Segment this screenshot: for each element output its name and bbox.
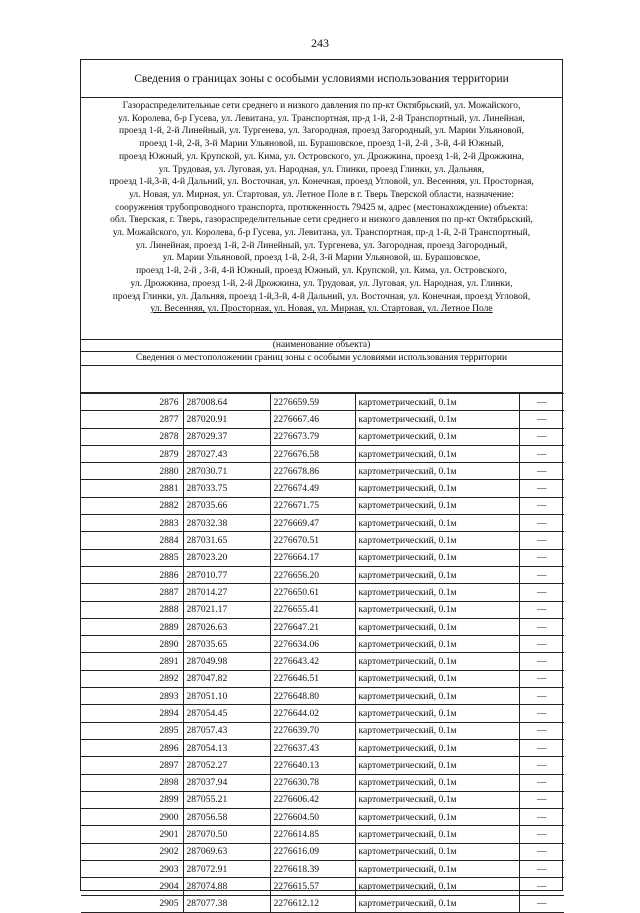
- point-number-cell: 2887: [81, 584, 183, 601]
- table-row: [81, 394, 564, 411]
- y-coordinate-cell: 2276640.13: [270, 757, 355, 774]
- method-cell: картометрический, 0.1м: [355, 480, 519, 497]
- x-coordinate-cell: 287014.27: [183, 584, 270, 601]
- x-coordinate-cell: 287035.65: [183, 636, 270, 653]
- accuracy-dash-cell: —: [519, 618, 564, 635]
- point-number-cell: 2881: [81, 480, 183, 497]
- table-row: [81, 618, 564, 635]
- method-cell: картометрический, 0.1м: [355, 895, 519, 912]
- x-coordinate-cell: 287010.77: [183, 566, 270, 583]
- y-coordinate-cell: 2276650.61: [270, 584, 355, 601]
- x-coordinate-cell: 287026.63: [183, 618, 270, 635]
- table-row: [81, 774, 564, 791]
- description-line: ул. Можайского, ул. Королева, б-р Гусева, ул. Левитана, ул. Транспортная, пр-д 1-й, 2-й Транспортный,: [112, 228, 531, 239]
- accuracy-dash-cell: —: [519, 688, 564, 705]
- y-coordinate-cell: 2276630.78: [270, 774, 355, 791]
- description-line: проезд 1-й,3-й, 4-й Дальний, ул. Восточная, ул. Конечная, проезд Угловой, ул. Весенняя, ул. Просторная,: [109, 177, 534, 188]
- method-cell: картометрический, 0.1м: [355, 653, 519, 670]
- x-coordinate-cell: 287031.65: [183, 532, 270, 549]
- point-number-cell: 2895: [81, 722, 183, 739]
- method-cell: картометрический, 0.1м: [355, 636, 519, 653]
- method-cell: картометрический, 0.1м: [355, 394, 519, 411]
- table-row: [81, 445, 564, 462]
- y-coordinate-cell: 2276615.57: [270, 878, 355, 895]
- point-number-cell: 2896: [81, 739, 183, 756]
- method-cell: картометрический, 0.1м: [355, 601, 519, 618]
- table-row: [81, 757, 564, 774]
- accuracy-dash-cell: —: [519, 566, 564, 583]
- point-number-cell: 2890: [81, 636, 183, 653]
- method-cell: картометрический, 0.1м: [355, 878, 519, 895]
- x-coordinate-cell: 287035.66: [183, 497, 270, 514]
- x-coordinate-cell: 287072.91: [183, 861, 270, 878]
- description-line: проезд 1-й, 2-й Линейный, ул. Тургенева, ул. Загородная, проезд Загородный, ул. Марии Ульяновой,: [118, 126, 525, 137]
- accuracy-dash-cell: —: [519, 549, 564, 566]
- object-description: [81, 98, 562, 340]
- header-spacer-row: [81, 366, 562, 393]
- accuracy-dash-cell: —: [519, 411, 564, 428]
- description-line: проезд Глинки, ул. Дальняя, проезд 1-й,3-й, 4-й Дальний, ул. Восточная, ул. Конечная, проезд Угловой,: [112, 291, 531, 302]
- y-coordinate-cell: 2276673.79: [270, 428, 355, 445]
- x-coordinate-cell: 287074.88: [183, 878, 270, 895]
- point-number-cell: 2891: [81, 653, 183, 670]
- table-row: [81, 861, 564, 878]
- point-number-cell: 2876: [81, 394, 183, 411]
- x-coordinate-cell: 287054.13: [183, 739, 270, 756]
- accuracy-dash-cell: —: [519, 480, 564, 497]
- method-cell: картометрический, 0.1м: [355, 826, 519, 843]
- y-coordinate-cell: 2276634.06: [270, 636, 355, 653]
- y-coordinate-cell: 2276637.43: [270, 739, 355, 756]
- table-row: [81, 411, 564, 428]
- point-number-cell: 2900: [81, 809, 183, 826]
- y-coordinate-cell: 2276606.42: [270, 791, 355, 808]
- method-cell: картометрический, 0.1м: [355, 739, 519, 756]
- x-coordinate-cell: 287037.94: [183, 774, 270, 791]
- point-number-cell: 2885: [81, 549, 183, 566]
- coordinates-table: [81, 393, 564, 913]
- description-line: проезд Южный, ул. Крупской, ул. Кима, ул. Островского, ул. Дрожжина, проезд 1-й, 2-й Дрожжина,: [118, 151, 525, 162]
- y-coordinate-cell: 2276639.70: [270, 722, 355, 739]
- description-line: ул. Дрожжина, проезд 1-й, 2-й Дрожжина, ул. Трудовая, ул. Луговая, ул. Народная, ул. Глинки,: [130, 278, 513, 289]
- x-coordinate-cell: 287032.38: [183, 515, 270, 532]
- point-number-cell: 2902: [81, 843, 183, 860]
- point-number-cell: 2893: [81, 688, 183, 705]
- y-coordinate-cell: 2276674.49: [270, 480, 355, 497]
- accuracy-dash-cell: —: [519, 705, 564, 722]
- point-number-cell: 2877: [81, 411, 183, 428]
- table-row: [81, 566, 564, 583]
- point-number-cell: 2886: [81, 566, 183, 583]
- point-number-cell: 2879: [81, 445, 183, 462]
- point-number-cell: 2899: [81, 791, 183, 808]
- x-coordinate-cell: 287054.45: [183, 705, 270, 722]
- table-row: [81, 480, 564, 497]
- accuracy-dash-cell: —: [519, 463, 564, 480]
- x-coordinate-cell: 287052.27: [183, 757, 270, 774]
- y-coordinate-cell: 2276669.47: [270, 515, 355, 532]
- table-row: [81, 463, 564, 480]
- description-line: ул. Трудовая, ул. Луговая, ул. Народная, ул. Глинки, проезд Глинки, ул. Дальняя,: [158, 164, 485, 175]
- accuracy-dash-cell: —: [519, 739, 564, 756]
- x-coordinate-cell: 287008.64: [183, 394, 270, 411]
- y-coordinate-cell: 2276644.02: [270, 705, 355, 722]
- accuracy-dash-cell: —: [519, 584, 564, 601]
- method-cell: картометрический, 0.1м: [355, 445, 519, 462]
- table-row: [81, 497, 564, 514]
- description-line: ул. Весенняя, ул. Просторная, ул. Новая, ул. Мирная, ул. Стартовая, ул. Летное Поле: [150, 304, 493, 315]
- y-coordinate-cell: 2276614.85: [270, 826, 355, 843]
- method-cell: картометрический, 0.1м: [355, 618, 519, 635]
- description-line: ул. Марии Ульяновой, проезд 1-й, 2-й, 3-й Марии Ульяновой, ш. Бурашовское,: [162, 253, 481, 264]
- table-row: [81, 601, 564, 618]
- table-row: [81, 791, 564, 808]
- x-coordinate-cell: 287021.17: [183, 601, 270, 618]
- table-row: [81, 843, 564, 860]
- table-row: [81, 549, 564, 566]
- point-number-cell: 2883: [81, 515, 183, 532]
- method-cell: картометрический, 0.1м: [355, 861, 519, 878]
- method-cell: картометрический, 0.1м: [355, 843, 519, 860]
- y-coordinate-cell: 2276655.41: [270, 601, 355, 618]
- y-coordinate-cell: 2276670.51: [270, 532, 355, 549]
- accuracy-dash-cell: —: [519, 636, 564, 653]
- x-coordinate-cell: 287056.58: [183, 809, 270, 826]
- method-cell: картометрический, 0.1м: [355, 670, 519, 687]
- accuracy-dash-cell: —: [519, 653, 564, 670]
- table-row: [81, 705, 564, 722]
- y-coordinate-cell: 2276612.12: [270, 895, 355, 912]
- x-coordinate-cell: 287027.43: [183, 445, 270, 462]
- method-cell: картометрический, 0.1м: [355, 532, 519, 549]
- description-line: проезд 1-й, 2-й , 3-й, 4-й Южный, проезд Южный, ул. Крупской, ул. Кима, ул. Островского,: [136, 266, 507, 277]
- y-coordinate-cell: 2276671.75: [270, 497, 355, 514]
- point-number-cell: 2898: [81, 774, 183, 791]
- method-cell: картометрический, 0.1м: [355, 722, 519, 739]
- table-row: [81, 688, 564, 705]
- accuracy-dash-cell: —: [519, 497, 564, 514]
- accuracy-dash-cell: —: [519, 861, 564, 878]
- description-line: ул. Новая, ул. Мирная, ул. Стартовая, ул. Летное Поле в г. Тверь Тверской области, назначение:: [129, 189, 514, 200]
- y-coordinate-cell: 2276646.51: [270, 670, 355, 687]
- table-row: [81, 653, 564, 670]
- accuracy-dash-cell: —: [519, 532, 564, 549]
- accuracy-dash-cell: —: [519, 428, 564, 445]
- x-coordinate-cell: 287033.75: [183, 480, 270, 497]
- point-number-cell: 2892: [81, 670, 183, 687]
- method-cell: картометрический, 0.1м: [355, 774, 519, 791]
- description-line: Газораспределительные сети среднего и низкого давления по пр-кт Октябрьский, ул. Можайского,: [122, 101, 521, 111]
- x-coordinate-cell: 287070.50: [183, 826, 270, 843]
- description-line: проезд 1-й, 2-й, 3-й Марии Ульяновой, ш. Бурашовское, проезд 1-й, 2-й , 3-й, 4-й Южный,: [139, 139, 504, 150]
- description-line: сооружения трубопроводного транспорта, протяженность 79425 м, адрес (местонахождение) объекта:: [115, 202, 528, 213]
- method-cell: картометрический, 0.1м: [355, 584, 519, 601]
- method-cell: картометрический, 0.1м: [355, 549, 519, 566]
- location-header: Сведения о местоположении границ зоны с особыми условиями использования территории: [81, 352, 562, 366]
- method-cell: картометрический, 0.1м: [355, 411, 519, 428]
- table-row: [81, 636, 564, 653]
- point-number-cell: 2889: [81, 618, 183, 635]
- y-coordinate-cell: 2276647.21: [270, 618, 355, 635]
- x-coordinate-cell: 287047.82: [183, 670, 270, 687]
- y-coordinate-cell: 2276664.17: [270, 549, 355, 566]
- table-row: [81, 809, 564, 826]
- method-cell: картометрический, 0.1м: [355, 688, 519, 705]
- y-coordinate-cell: 2276643.42: [270, 653, 355, 670]
- point-number-cell: 2903: [81, 861, 183, 878]
- y-coordinate-cell: 2276604.50: [270, 809, 355, 826]
- method-cell: картометрический, 0.1м: [355, 497, 519, 514]
- description-line: обл. Тверская, г. Тверь, газораспределительные сети среднего и низкого давления по пр-кт Октябрьский,: [110, 215, 533, 226]
- table-row: [81, 584, 564, 601]
- page-number: 243: [311, 36, 329, 50]
- x-coordinate-cell: 287051.10: [183, 688, 270, 705]
- accuracy-dash-cell: —: [519, 722, 564, 739]
- x-coordinate-cell: 287069.63: [183, 843, 270, 860]
- point-number-cell: 2904: [81, 878, 183, 895]
- point-number-cell: 2897: [81, 757, 183, 774]
- x-coordinate-cell: 287077.38: [183, 895, 270, 912]
- accuracy-dash-cell: —: [519, 809, 564, 826]
- accuracy-dash-cell: —: [519, 445, 564, 462]
- table-row: [81, 878, 564, 895]
- object-name-caption: (наименование объекта): [81, 340, 562, 352]
- accuracy-dash-cell: —: [519, 757, 564, 774]
- x-coordinate-cell: 287030.71: [183, 463, 270, 480]
- x-coordinate-cell: 287020.91: [183, 411, 270, 428]
- y-coordinate-cell: 2276676.58: [270, 445, 355, 462]
- x-coordinate-cell: 287023.20: [183, 549, 270, 566]
- accuracy-dash-cell: —: [519, 791, 564, 808]
- method-cell: картометрический, 0.1м: [355, 566, 519, 583]
- method-cell: картометрический, 0.1м: [355, 463, 519, 480]
- point-number-cell: 2878: [81, 428, 183, 445]
- accuracy-dash-cell: —: [519, 601, 564, 618]
- table-row: [81, 515, 564, 532]
- accuracy-dash-cell: —: [519, 394, 564, 411]
- point-number-cell: 2888: [81, 601, 183, 618]
- x-coordinate-cell: 287055.21: [183, 791, 270, 808]
- accuracy-dash-cell: —: [519, 774, 564, 791]
- accuracy-dash-cell: —: [519, 826, 564, 843]
- table-row: [81, 532, 564, 549]
- table-row: [81, 826, 564, 843]
- description-line: ул. Королева, б-р Гусева, ул. Левитана, ул. Транспортная, пр-д 1-й, 2-й Транспортный, ул. Линейная,: [118, 113, 525, 124]
- y-coordinate-cell: 2276648.80: [270, 688, 355, 705]
- y-coordinate-cell: 2276659.59: [270, 394, 355, 411]
- point-number-cell: 2884: [81, 532, 183, 549]
- table-row: [81, 428, 564, 445]
- method-cell: картометрический, 0.1м: [355, 428, 519, 445]
- method-cell: картометрический, 0.1м: [355, 757, 519, 774]
- x-coordinate-cell: 287049.98: [183, 653, 270, 670]
- method-cell: картометрический, 0.1м: [355, 809, 519, 826]
- accuracy-dash-cell: —: [519, 515, 564, 532]
- method-cell: картометрический, 0.1м: [355, 791, 519, 808]
- x-coordinate-cell: 287057.43: [183, 722, 270, 739]
- description-line: ул. Линейная, проезд 1-й, 2-й Линейный, ул. Тургенева, ул. Загородная, проезд Загородный,: [135, 240, 508, 251]
- method-cell: картометрический, 0.1м: [355, 515, 519, 532]
- document-title: Сведения о границах зоны с особыми условиями использования территории: [81, 60, 562, 98]
- accuracy-dash-cell: —: [519, 843, 564, 860]
- point-number-cell: 2880: [81, 463, 183, 480]
- y-coordinate-cell: 2276656.20: [270, 566, 355, 583]
- table-row: [81, 670, 564, 687]
- accuracy-dash-cell: —: [519, 878, 564, 895]
- y-coordinate-cell: 2276678.86: [270, 463, 355, 480]
- x-coordinate-cell: 287029.37: [183, 428, 270, 445]
- point-number-cell: 2894: [81, 705, 183, 722]
- point-number-cell: 2905: [81, 895, 183, 912]
- table-row: [81, 739, 564, 756]
- accuracy-dash-cell: —: [519, 895, 564, 912]
- y-coordinate-cell: 2276618.39: [270, 861, 355, 878]
- table-row: [81, 895, 564, 912]
- document-frame: [80, 59, 563, 910]
- y-coordinate-cell: 2276667.46: [270, 411, 355, 428]
- accuracy-dash-cell: —: [519, 670, 564, 687]
- method-cell: картометрический, 0.1м: [355, 705, 519, 722]
- point-number-cell: 2901: [81, 826, 183, 843]
- point-number-cell: 2882: [81, 497, 183, 514]
- table-row: [81, 722, 564, 739]
- y-coordinate-cell: 2276616.09: [270, 843, 355, 860]
